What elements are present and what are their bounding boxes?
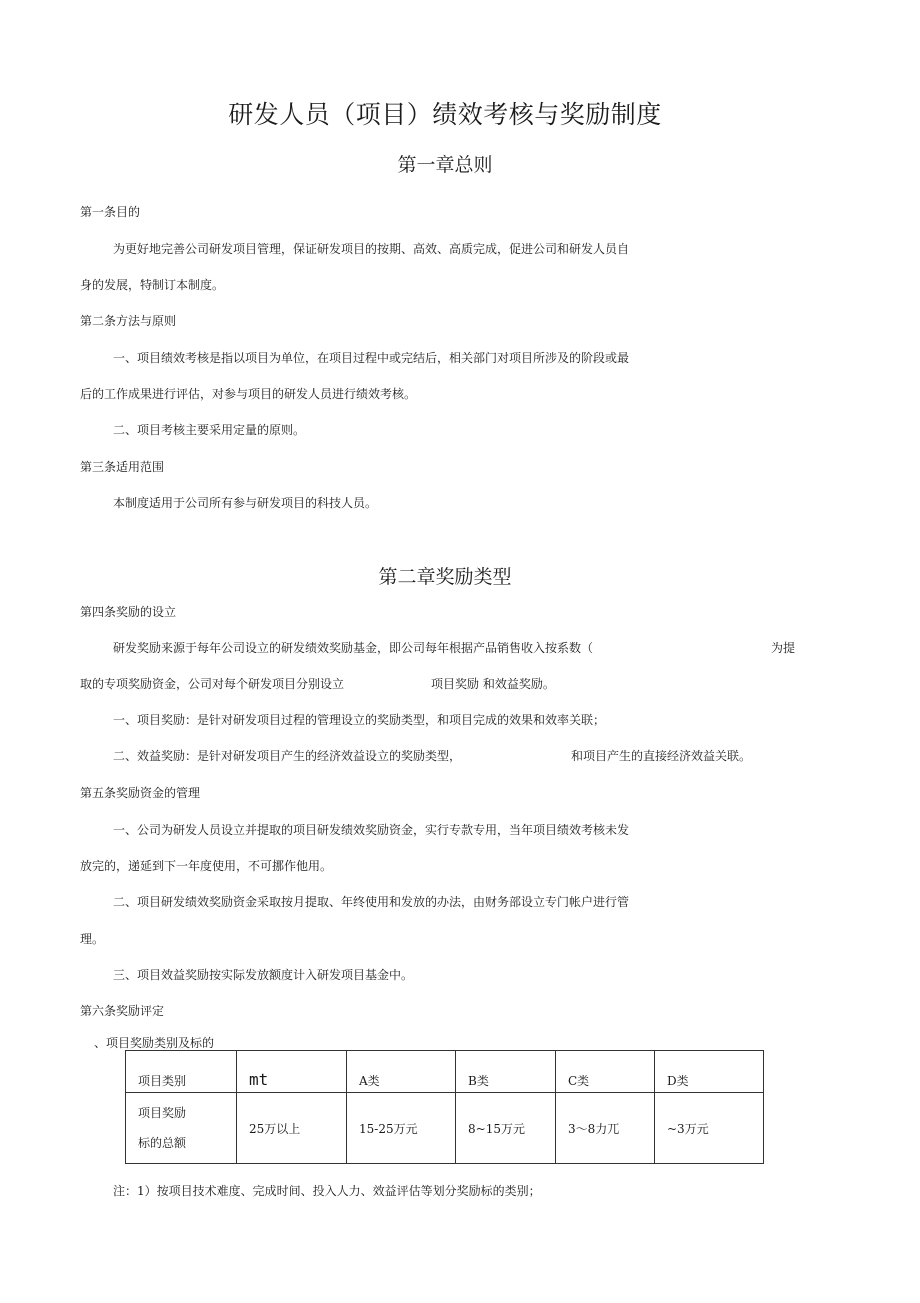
table-header-cell: D类 [655,1051,764,1093]
article-3-heading: 第三条适用范围 [80,460,165,474]
article-4-item-2: 二、效益奖励：是针对研发项目产生的经济效益设立的奖励类型， [113,749,462,763]
article-2-heading: 第二条方法与原则 [80,314,177,328]
article-5-item-3: 三、项目效益奖励按实际发放额度计入研发项目基金中。 [113,968,414,982]
article-2-text-para2: 二、项目考核主要采用定量的原则。 [113,423,306,437]
article-4-item-2-tail: 和项目产生的直接经济效益关联。 [571,749,752,763]
table-header-cell: C类 [556,1051,655,1093]
table-cell: 3～8力兀 [556,1093,655,1164]
reward-category-table [125,1050,764,1164]
article-3-text: 本制度适用于公司所有参与研发项目的科技人员。 [113,496,378,510]
chapter-2-title: 第二章奖励类型 [378,566,512,588]
table-header-row [126,1051,764,1093]
table-cell: 25万以上 [237,1093,347,1164]
chapter-1-title: 第一章总则 [397,154,493,176]
table-row-label [126,1093,237,1164]
table-row-label-line1: 项目奖励 [138,1106,187,1120]
article-4-item-1: 一、项目奖励：是针对研发项目过程的管理设立的奖励类型，和项目完成的效果和效率关联； [113,713,606,727]
article-5-item-2-line2: 理。 [80,932,105,946]
article-5-heading: 第五条奖励资金的管理 [80,786,201,800]
table-row [126,1093,764,1164]
table-header-cell [237,1051,347,1093]
table-cell: ~3万元 [655,1093,764,1164]
table-row-label-line2: 标的总额 [138,1136,187,1150]
article-5-item-1-line1: 一、公司为研发人员设立并提取的项目研发绩效奖励资金，实行专款专用，当年项目绩效考核未发 [113,823,630,837]
article-1-text-line2: 身的发展，特制订本制度。 [80,278,225,292]
article-6-heading: 第六条奖励评定 [80,1004,165,1018]
table-header-mt: mt [249,1070,269,1089]
article-2-text-line2: 后的工作成果进行评估，对参与项目的研发人员进行绩效考核。 [80,387,417,401]
table-header-cell: A类 [347,1051,456,1093]
article-4-heading: 第四条奖励的设立 [80,605,177,619]
article-4-text-line2-tail: 项目奖励 和效益奖励。 [431,677,555,691]
table-header-cell: 项目类别 [126,1051,237,1093]
table-note: 注：1）按项目技术难度、完成时间、投入人力、效益评估等划分奖励标的类别； [113,1184,541,1198]
article-1-text-line1: 为更好地完善公司研发项目管理，保证研发项目的按期、高效、高质完成，促进公司和研发人员自 [113,242,630,256]
article-4-text-line1: 研发奖励来源于每年公司设立的研发绩效奖励基金，即公司每年根据产品销售收入按系数（ [113,641,594,655]
table-header-cell: B类 [456,1051,556,1093]
article-4-text-line2: 取的专项奖励资金，公司对每个研发项目分别设立 [80,677,345,691]
article-5-item-2-line1: 二、项目研发绩效奖励资金采取按月提取、年终使用和发放的办法，由财务部设立专门帐户进行管 [113,895,630,909]
article-2-text-line1: 一、项目绩效考核是指以项目为单位，在项目过程中或完结后，相关部门对项目所涉及的阶段或最 [113,351,630,365]
article-6-subheading: 、项目奖励类别及标的 [94,1036,215,1050]
article-5-item-1-line2: 放完的，递延到下一年度使用，不可挪作他用。 [80,859,333,873]
article-1-heading: 第一条目的 [80,205,141,219]
table-cell: 15-25万元 [347,1093,456,1164]
table-cell: 8~15万元 [456,1093,556,1164]
document-title: 研发人员（项目）绩效考核与奖励制度 [228,100,662,129]
article-4-text-line1-tail: 为提 [771,641,796,655]
